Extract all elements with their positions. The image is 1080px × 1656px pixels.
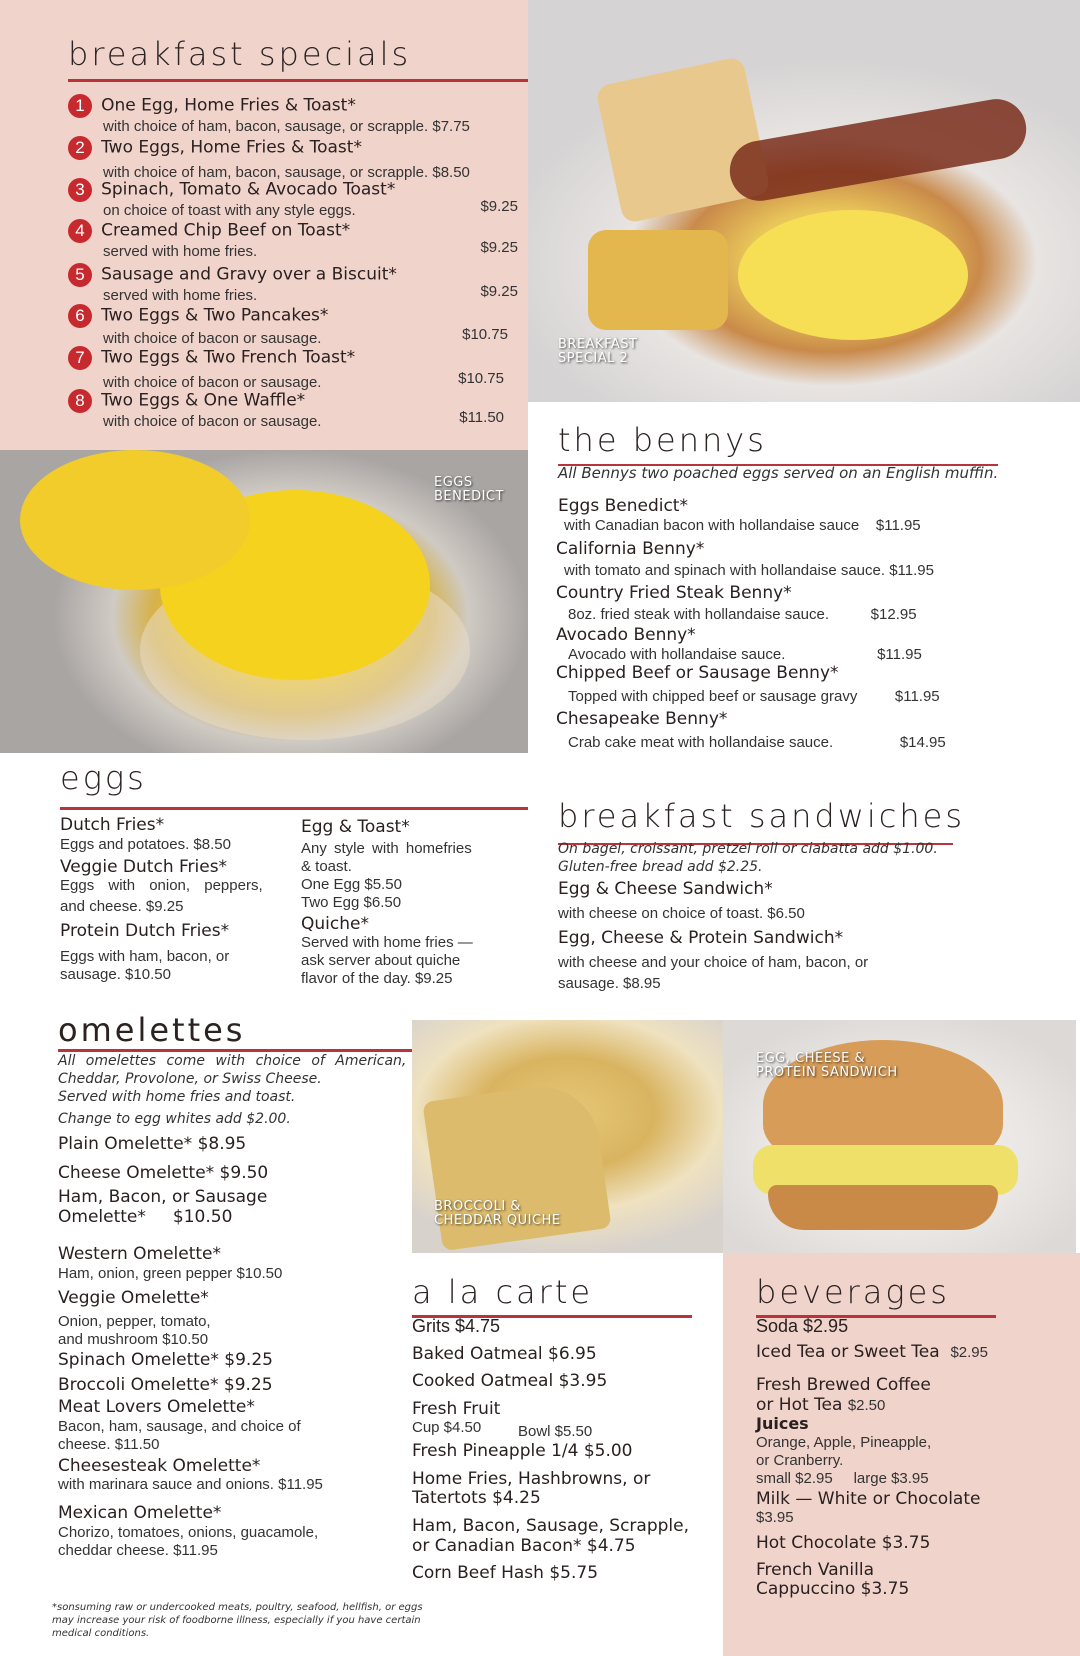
number-badge: 8: [68, 389, 92, 413]
special-item-8: [68, 389, 518, 431]
number-badge: 1: [68, 94, 92, 118]
photo-caption: EGG, CHEESE & PROTEIN SANDWICH: [756, 1051, 898, 1081]
item-price: $9.25: [480, 283, 518, 300]
benny-item-1: [558, 497, 921, 535]
beverage-item: Juices: [756, 1414, 809, 1434]
item-desc: with cheese on choice of toast. $6.50: [558, 904, 805, 922]
benny-item-3: [556, 584, 917, 624]
item-desc: with cheese and your choice of ham, bacon, or: [558, 953, 869, 971]
special-item-2: [68, 136, 518, 182]
number-badge: 5: [68, 263, 92, 287]
item-price: $7.75: [432, 118, 470, 135]
item-name: Two Eggs & Two Pancakes*: [101, 305, 329, 326]
menu-item: or Canadian Bacon* $4.75: [412, 1535, 636, 1556]
item-price: $11.50: [459, 409, 504, 426]
item-name: Egg, Cheese & Protein Sandwich*: [558, 928, 844, 948]
item-desc: Eggs with ham, bacon, or: [60, 947, 230, 965]
item-name: Eggs Benedict*: [558, 496, 688, 516]
item-desc: sausage. $8.95: [558, 974, 661, 992]
eggs-benedict-photo: [0, 450, 528, 753]
egg-shape-2: [20, 450, 250, 590]
disclaimer: *sonsuming raw or undercooked meats, poultry, seafood, hellfish, or eggs may increase your risk of foodborne illness, especially if you have certain medical conditions.: [52, 1602, 423, 1639]
menu-item: Fresh Fruit: [412, 1398, 501, 1419]
menu-item: Cooked Oatmeal $3.95: [412, 1371, 608, 1392]
item-option: One Egg $5.50: [301, 875, 402, 893]
item-desc: or Cranberry.: [756, 1451, 844, 1469]
item-name: California Benny*: [556, 539, 705, 559]
item-price: $8.50: [432, 164, 470, 181]
sandwiches-note: On bagel, croissant, pretzel roll or ciabatta add $1.00.: [558, 841, 938, 857]
photo-caption: BREAKFAST SPECIAL 2: [558, 337, 638, 367]
item-price: $12.95: [870, 605, 917, 623]
item-desc: served with home fries.: [103, 243, 258, 260]
menu-item: Fresh Pineapple 1/4 $5.00: [412, 1441, 633, 1462]
item-desc: with choice of bacon or sausage.: [103, 330, 322, 347]
beverage-item: French Vanilla: [756, 1559, 875, 1580]
item-desc: Onion, pepper, tomato,: [58, 1313, 211, 1331]
menu-option: Cup $4.50: [412, 1419, 482, 1437]
item-desc: sausage. $10.50: [60, 965, 171, 983]
toast-shape: [595, 56, 771, 224]
omelette-item: Omelette* $10.50: [58, 1206, 233, 1227]
beverage-item: or Hot Tea $2.50: [756, 1394, 886, 1415]
omelette-item: Mexican Omelette*: [58, 1503, 222, 1524]
section-divider: [68, 79, 528, 82]
item-name: Two Eggs, Home Fries & Toast*: [101, 137, 362, 158]
benny-item-6: [556, 710, 946, 752]
breakfast-specials-title: breakfast specials: [68, 35, 412, 73]
beverage-item: Milk — White or Chocolate: [756, 1488, 981, 1509]
eggs-title: eggs: [60, 759, 147, 797]
item-name: Creamed Chip Beef on Toast*: [101, 220, 351, 241]
eggs-left-column: [60, 816, 290, 984]
item-desc: Chorizo, tomatoes, onions, guacamole,: [58, 1524, 319, 1542]
item-desc: and mushroom $10.50: [58, 1331, 209, 1349]
beverage-item: Fresh Brewed Coffee: [756, 1375, 931, 1396]
item-desc: with Canadian bacon with hollandaise sauce: [564, 516, 860, 534]
item-name: Protein Dutch Fries*: [60, 921, 230, 942]
menu-item: Tatertots $4.25: [412, 1488, 541, 1509]
eggs-right-column: [301, 818, 521, 988]
item-name: Egg & Toast*: [301, 817, 410, 837]
omelette-item: Western Omelette*: [58, 1244, 221, 1265]
item-name: Chesapeake Benny*: [556, 709, 728, 729]
beverage-item: Hot Chocolate $3.75: [756, 1533, 931, 1554]
sandwiches-note: Gluten-free bread add $2.25.: [558, 859, 763, 875]
item-desc: ask server about quiche: [301, 952, 461, 970]
item-option: Two Egg $6.50: [301, 893, 402, 911]
number-badge: 4: [68, 219, 92, 243]
item-desc: with choice of bacon or sausage.: [103, 374, 322, 391]
item-desc: & toast.: [301, 857, 352, 875]
item-desc: cheddar cheese. $11.95: [58, 1542, 218, 1560]
omelette-item: Meat Lovers Omelette*: [58, 1397, 255, 1418]
photo-caption: EGGS BENEDICT: [434, 475, 504, 505]
sandwich-photo: [723, 1020, 1076, 1253]
item-desc: Any style with homefries: [301, 839, 472, 857]
special-item-1: [68, 94, 518, 136]
item-price: $3.95: [756, 1509, 794, 1527]
photo-caption: BROCCOLI & CHEDDAR QUICHE: [434, 1199, 561, 1229]
item-desc: Crab cake meat with hollandaise sauce.: [568, 733, 834, 751]
menu-item: Baked Oatmeal $6.95: [412, 1343, 597, 1364]
item-name: Spinach, Tomato & Avocado Toast*: [101, 179, 396, 200]
omelette-item: Cheesesteak Omelette*: [58, 1455, 261, 1476]
menu-item: Corn Beef Hash $5.75: [412, 1563, 599, 1584]
item-desc: Eggs and potatoes. $8.50: [60, 835, 231, 853]
item-desc: with choice of ham, bacon, sausage, or scrapple.: [103, 164, 429, 181]
section-divider: [60, 807, 528, 810]
menu-item: Ham, Bacon, Sausage, Scrapple,: [412, 1515, 690, 1536]
beverages-list: [756, 1316, 1066, 1600]
item-desc: flavor of the day. $9.25: [301, 970, 453, 988]
item-desc: Served with home fries —: [301, 934, 473, 952]
item-price: $10.75: [462, 326, 508, 343]
item-name: Dutch Fries*: [60, 815, 165, 835]
a-la-carte-title: a la carte: [412, 1273, 594, 1311]
bennys-title: the bennys: [558, 421, 767, 459]
omelette-item: Veggie Omelette*: [58, 1287, 209, 1308]
omelette-item: Cheese Omelette* $9.50: [58, 1162, 269, 1183]
item-desc: served with home fries.: [103, 287, 258, 304]
item-name: One Egg, Home Fries & Toast*: [101, 95, 356, 116]
benny-item-4: [556, 626, 922, 664]
item-desc: 8oz. fried steak with hollandaise sauce.: [568, 605, 829, 623]
item-option: small $2.95 large $3.95: [756, 1469, 929, 1487]
item-desc: on choice of toast with any style eggs.: [103, 202, 356, 219]
beverage-item: Soda $2.95: [756, 1316, 849, 1336]
benny-item-5: [556, 664, 940, 706]
item-price: $11.95: [894, 687, 940, 705]
item-price: $9.25: [480, 198, 518, 215]
item-name: Veggie Dutch Fries*: [60, 856, 228, 877]
item-desc: Ham, onion, green pepper $10.50: [58, 1264, 283, 1282]
item-price: $11.95: [875, 516, 921, 534]
omelette-item: Plain Omelette* $8.95: [58, 1134, 247, 1154]
special-item-7: [68, 346, 518, 392]
bun-bottom-shape: [768, 1185, 998, 1230]
special-item-5: [68, 263, 518, 305]
item-desc: Bacon, ham, sausage, and choice of: [58, 1417, 301, 1435]
breakfast-special-2-photo: [528, 0, 1080, 402]
item-price: $10.75: [458, 370, 504, 387]
item-price: $9.25: [480, 239, 518, 256]
item-name: Sausage and Gravy over a Biscuit*: [101, 264, 397, 285]
omelettes-list: [58, 1135, 408, 1560]
omelette-item: Broccoli Omelette* $9.25: [58, 1374, 273, 1395]
number-badge: 6: [68, 304, 92, 328]
bennys-subtitle: All Bennys two poached eggs served on an English muffin.: [558, 464, 999, 482]
item-desc: and cheese. $9.25: [60, 898, 184, 916]
omelette-item: Ham, Bacon, or Sausage: [58, 1187, 268, 1208]
menu-item: Grits $4.75: [412, 1316, 501, 1336]
special-item-3: [68, 178, 518, 220]
item-desc: Topped with chipped beef or sausage gravy: [568, 687, 858, 705]
item-price: $11.95: [877, 645, 922, 663]
item-name: Two Eggs & One Waffle*: [101, 390, 306, 411]
omelette-item: Spinach Omelette* $9.25: [58, 1350, 273, 1371]
item-name: Two Eggs & Two French Toast*: [101, 347, 356, 368]
a-la-carte-list: [412, 1316, 722, 1584]
quiche-photo: [412, 1020, 723, 1253]
item-desc: with choice of bacon or sausage.: [103, 413, 322, 430]
benny-item-2: [556, 540, 934, 580]
sandwiches-title: breakfast sandwiches: [558, 797, 966, 835]
omelettes-notes: All omelettes come with choice of American, Cheddar, Provolone, or Swiss Cheese. Served with home fries and toast. Change to egg whites add $2.00.: [58, 1053, 407, 1127]
item-desc: with marinara sauce and onions. $11.95: [58, 1476, 323, 1494]
beverages-title: beverages: [756, 1273, 950, 1311]
item-name: Quiche*: [301, 913, 369, 934]
bacon-shape: [725, 94, 1031, 205]
special-item-6: [68, 304, 518, 348]
omelettes-title: omelettes: [58, 1011, 246, 1049]
item-price: $11.95: [889, 561, 934, 579]
potatoes-shape: [588, 230, 728, 330]
item-price: $14.95: [899, 733, 946, 751]
item-desc: Eggs with onion, peppers,: [60, 877, 263, 895]
eggs-shape: [738, 210, 968, 340]
item-desc: with tomato and spinach with hollandaise sauce.: [564, 561, 886, 579]
sandwich-item-1: [558, 880, 805, 923]
number-badge: 7: [68, 346, 92, 370]
item-desc: with choice of ham, bacon, sausage, or scrapple.: [103, 118, 429, 135]
item-name: Avocado Benny*: [556, 625, 696, 645]
beverage-item: Iced Tea or Sweet Tea $2.95: [756, 1341, 988, 1362]
item-desc: Orange, Apple, Pineapple,: [756, 1433, 932, 1451]
item-desc: cheese. $11.50: [58, 1435, 160, 1453]
sandwich-item-2: [558, 929, 868, 993]
special-item-4: [68, 219, 518, 261]
beverage-item: Cappuccino $3.75: [756, 1579, 910, 1600]
item-name: Egg & Cheese Sandwich*: [558, 879, 773, 899]
number-badge: 2: [68, 136, 92, 160]
item-desc: Avocado with hollandaise sauce.: [568, 645, 786, 663]
item-name: Chipped Beef or Sausage Benny*: [556, 663, 839, 683]
item-name: Country Fried Steak Benny*: [556, 583, 792, 603]
number-badge: 3: [68, 178, 92, 202]
menu-option: Bowl $5.50: [518, 1423, 593, 1441]
menu-item: Home Fries, Hashbrowns, or: [412, 1468, 651, 1489]
